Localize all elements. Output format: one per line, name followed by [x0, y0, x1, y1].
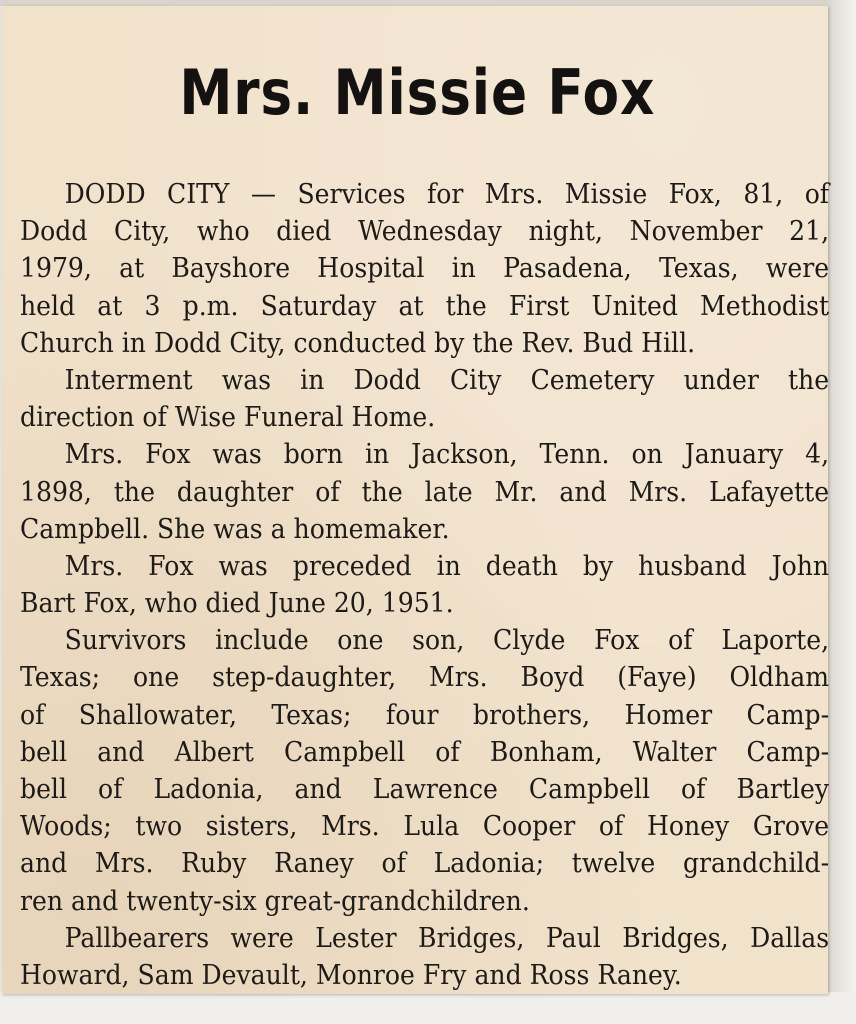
text-line: Survivors include one son, Clyde Fox of Laporte,: [64, 625, 830, 657]
text-line: bell of Ladonia, and Lawrence Campbell of Bartley: [20, 774, 830, 805]
text-line: Woods; two sisters, Mrs. Lula Cooper of Honey Grove: [20, 811, 830, 843]
text-line: ren and twenty-six great-grandchildren.: [20, 885, 530, 917]
text-line: Pallbearers were Lester Bridges, Paul Bridges, Dallas: [64, 922, 830, 954]
text-line: held at 3 p.m. Saturday at the First United Methodist: [20, 290, 830, 322]
text-line: Texas; one step-daughter, Mrs. Boyd (Faye) Oldham: [20, 662, 830, 694]
text-line: of Shallowater, Texas; four brothers, Homer Camp-: [20, 699, 830, 731]
scan-edge-right: [828, 0, 856, 1024]
paragraph-birth: [20, 436, 828, 548]
paragraph-interment: [20, 362, 828, 436]
paragraph-services: [20, 176, 828, 362]
text-line: 1979, at Bayshore Hospital in Pasadena, Texas, were: [20, 253, 830, 285]
scan-edge-bottom: [0, 992, 856, 1024]
text-line: Dodd City, who died Wednesday night, November 21,: [20, 216, 830, 248]
newspaper-clipping: [2, 6, 828, 994]
paragraph-survivors: [20, 622, 828, 920]
text-line: Howard, Sam Devault, Monroe Fry and Ross Raney.: [20, 959, 682, 991]
text-line: DODD CITY — Services for Mrs. Missie Fox, 81, of: [64, 179, 830, 210]
obituary-headline: Mrs. Missie Fox: [179, 56, 656, 129]
text-line: and Mrs. Ruby Raney of Ladonia; twelve grandchild-: [20, 848, 830, 880]
paragraph-pallbearers: [20, 920, 828, 994]
text-line: Interment was in Dodd City Cemetery under the: [64, 364, 830, 396]
text-line: bell and Albert Campbell of Bonham, Walter Camp-: [20, 736, 830, 768]
paragraph-preceded: [20, 548, 828, 622]
text-line: Campbell. She was a homemaker.: [20, 513, 450, 545]
text-line: Mrs. Fox was preceded in death by husband John: [64, 550, 830, 582]
text-line: direction of Wise Funeral Home.: [20, 402, 436, 434]
obituary-body: [20, 176, 828, 994]
text-line: Mrs. Fox was born in Jackson, Tenn. on January 4,: [64, 439, 830, 471]
text-line: Bart Fox, who died June 20, 1951.: [20, 588, 454, 620]
text-line: Church in Dodd City, conducted by the Rev. Bud Hill.: [20, 327, 696, 359]
text-line: 1898, the daughter of the late Mr. and Mrs. Lafayette: [20, 476, 830, 508]
